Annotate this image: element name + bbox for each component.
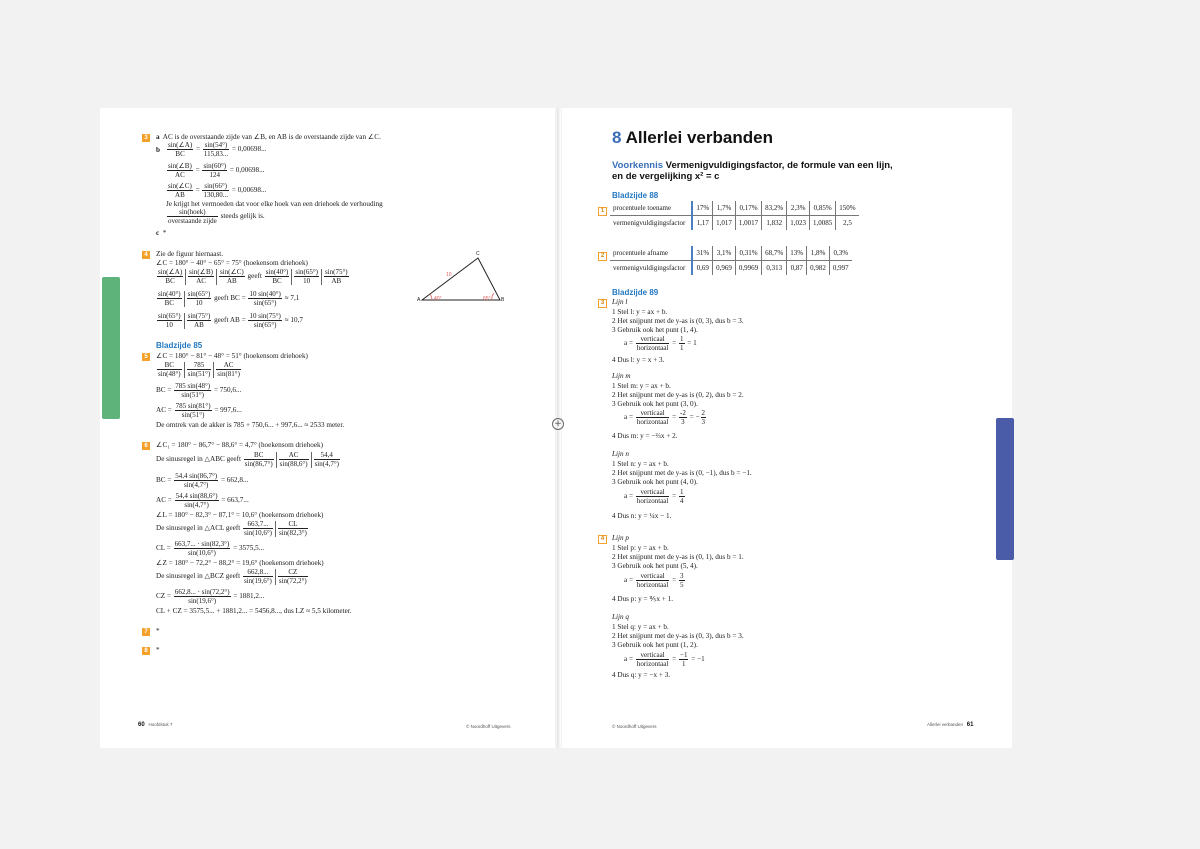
footer-publisher-right: © Noordhoff Uitgevers [612,724,657,729]
q3-a-text: AC is de overstaande zijde van ∠B, en AB is de overstaande zijde van ∠C. [162,133,381,141]
q6-ac: AC = $\frac{54,4 \sin(88,6^\circ)}{\sin(4,7^\circ)}$ = 663,7... [156,492,249,509]
table-cell: 0,3% [829,246,851,261]
table-cell: 1,7% [713,201,736,216]
right-footer [927,722,973,728]
q6-cz: CZ = $\frac{662,8... \cdot \sin(72,2^\circ)}{\sin(19,6^\circ)}$ = 1881,2... [156,588,265,605]
question-number-7: 7 [142,628,150,636]
chapter-number: 8 [612,128,622,147]
q6-sinusregel-abc: De sinusregel in △ABC geeft $\frac{BC}{\sin(86,7^\circ)}$ $\frac{AC}{\sin(88,6^\circ)}$ $\frac{54,4}{\sin(4,7^\circ)}$ [156,451,339,468]
lijn-p-step3: 3 Gebruik ook het punt (5, 4). [612,562,698,570]
lijn-p-step1: 1 Stel p: y = ax + b. [612,544,669,552]
table-cell: 0,982 [807,261,830,276]
q6-cl: CL = $\frac{663,7... \cdot \sin(82,3^\circ)}{\sin(10,6^\circ)}$ = 3575,5... [156,540,265,557]
q4-intro: Zie de figuur hiernaast. [156,250,224,258]
lijn-n-heading: Lijn n [612,450,629,458]
table-cell: 13% [787,246,807,261]
table-head: procentuele toename [610,201,692,216]
table-cell: 1,832 [762,216,787,231]
lijn-q-step1: 1 Stel q: y = ax + b. [612,623,669,631]
question-number-r1: 1 [598,207,607,216]
q3-c-line: c * [156,229,167,237]
heading-bladzijde-88: Bladzijde 88 [612,191,659,200]
footer-chapter-left: Hoofdstuk 7 [148,722,173,727]
q3-eq2: $\frac{\sin(\angle B)}{AC}$ = $\frac{\sin(60^\circ)}{124}$ = 0,00698... [168,162,265,179]
table-head: vermenigvuldigingsfactor [613,219,686,227]
q6-sinusregel-bcz: De sinusregel in △BCZ geeft $\frac{662,8...}{\sin(19,6^\circ)}$ $\frac{CZ}{\sin(72,2^\circ)}$ [156,568,307,585]
q8-text: * [156,646,160,654]
lijn-m-step3: 3 Gebruik ook het punt (3, 0). [612,400,698,408]
q3-b-label: b [156,146,160,154]
table-cell: 1,017 [713,216,736,231]
table-cell: 150% [836,201,859,216]
table-cell: 0,87 [787,261,807,276]
lijn-l-slope: a = $\frac{\text{verticaal}}{\text{horizontaal}}$ = $\frac{1}{1}$ = 1 [624,335,697,352]
table-afname [610,246,852,275]
table-cell: 68,7% [762,246,787,261]
table-cell: 2,3% [787,201,810,216]
q6-angle-c1: ∠C₁ = 180° − 86,7° − 88,6° = 4,7° (hoekensom driehoek) [156,441,324,449]
q6-total: CL + CZ = 3575,5... + 1881,2... = 5456,8..., dus LZ ≈ 5,5 kilometer. [156,607,352,615]
table-cell: 3,1% [713,246,736,261]
voorkennis-heading: Voorkennis Vermenigvuldigingsfactor, de formule van een lijn, en de vergelijking x² = c [612,160,893,182]
lijn-l-step2: 2 Het snijpunt met de y-as is (0, 3), dus b = 3. [612,317,744,325]
table-cell: 17% [692,201,712,216]
table-cell: 1,023 [787,216,810,231]
question-number-3: 3 [142,134,150,142]
footer-chapter-right: Allerlei verbanden [927,722,964,727]
lijn-n-step1: 1 Stel n: y = ax + b. [612,460,669,468]
table-cell: 31% [692,246,712,261]
lijn-q-step2: 2 Het snijpunt met de y-as is (0, 3), dus b = 3. [612,632,744,640]
lijn-m-step2: 2 Het snijpunt met de y-as is (0, 2), dus b = 2. [612,391,744,399]
table-cell: 83,2% [762,201,787,216]
lijn-q-step3: 3 Gebruik ook het punt (1, 2). [612,641,698,649]
table-cell: 0,31% [735,246,761,261]
chapter-tab-blue [996,418,1014,560]
lijn-l-step3: 3 Gebruik ook het punt (1, 4). [612,326,698,334]
table-cell: 0,313 [762,261,787,276]
lijn-l-heading: Lijn l [612,298,628,306]
vertex-label-c: C [476,251,480,257]
page-number-right: 61 [966,722,974,728]
table-row [610,261,852,276]
q5-angle-c: ∠C = 180° − 81° − 48° = 51° (hoekensom driehoek) [156,352,308,360]
table-cell: 1,0017 [735,216,761,231]
vertex-label-a: A [417,297,421,303]
question-number-8: 8 [142,647,150,655]
lijn-m-slope: a = $\frac{\text{verticaal}}{\text{horizontaal}}$ = $\frac{-2}{3}$ = − $\frac{2}{3}$ [624,409,706,426]
q6-angle-z: ∠Z = 180° − 72,2° − 88,2° = 19,6° (hoekensom driehoek) [156,559,324,567]
q3-vermoeden: Je krijgt het vermoeden dat voor elke hoek van een driehoek de verhouding [166,200,383,208]
table-cell: 2,5 [836,216,859,231]
left-footer [138,722,172,728]
table-cell: 0,969 [713,261,736,276]
q4-ratio-row3: $\frac{\sin(65^\circ)}{10}$ $\frac{\sin(75^\circ)}{AB}$ geeft AB = $\frac{10 \sin(75^\circ)}{\sin(65^\circ)}$ ≈ 10,7 [158,312,303,329]
q5-bc: BC = $\frac{785 \sin(48^\circ)}{\sin(51^\circ)}$ = 750,6... [156,382,242,399]
table-cell: 0,997 [829,261,851,276]
q4-angle-c: ∠C = 180° − 40° − 65° = 75° (hoekensom driehoek) [156,259,308,267]
table-head: vermenigvuldigingsfactor [613,264,686,272]
table-head: procentuele afname [610,246,692,261]
table-cell: 0,9969 [735,261,761,276]
lijn-n-step4: 4 Dus n: y = ¼x − 1. [612,512,672,520]
q4-ratio-row2: $\frac{\sin(40^\circ)}{BC}$ $\frac{\sin(65^\circ)}{10}$ geeft BC = $\frac{10 \sin(40^\circ)}{\sin(65^\circ)}$ ≈ 7,1 [158,290,300,307]
triangle-figure [412,248,512,310]
lijn-n-step3: 3 Gebruik ook het punt (4, 0). [612,478,698,486]
page-number-left: 60 [138,722,145,728]
chapter-title [612,128,773,148]
lijn-p-step2: 2 Het snijpunt met de y-as is (0, 1), dus b = 1. [612,553,744,561]
registration-mark-icon: + [552,418,564,430]
table-row [610,246,852,261]
question-number-5: 5 [142,353,150,361]
side-length-label: 10 [446,272,452,278]
lijn-l-step1: 1 Stel l: y = ax + b. [612,308,668,316]
footer-publisher-left: © Noordhoff Uitgevers [466,724,511,729]
question-number-r2: 2 [598,252,607,261]
chapter-tab-green [102,277,120,419]
question-number-6: 6 [142,442,150,450]
table-cell: 1,0085 [810,216,836,231]
lijn-q-slope: a = $\frac{\text{verticaal}}{\text{horizontaal}}$ = $\frac{-1}{1}$ = −1 [624,651,705,668]
heading-bladzijde-89: Bladzijde 89 [612,288,659,297]
table-cell: 0,85% [810,201,836,216]
lijn-n-step2: 2 Het snijpunt met de y-as is (0, −1), dus b = −1. [612,469,752,477]
lijn-p-slope: a = $\frac{\text{verticaal}}{\text{horizontaal}}$ = $\frac{3}{5}$ [624,572,684,589]
table-row [610,216,859,231]
q4-ratio-row1: $\frac{\sin(\angle A)}{BC}$ $\frac{\sin(\angle B)}{AC}$ $\frac{\sin(\angle C)}{AB}$ geeft $\frac{\sin(40^\circ)}{BC}$ $\frac{\sin(65^\circ)}{10}$ $\frac{\sin(75^\circ)}{AB}$ [158,268,348,285]
table-row [610,201,859,216]
table-toename [610,201,859,230]
lijn-m-heading: Lijn m [612,372,631,380]
vertex-label-b: B [501,297,505,303]
q6-sinusregel-acl: De sinusregel in △ACL geeft $\frac{663,7...}{\sin(10,6^\circ)}$ $\frac{CL}{\sin(82,3^\circ)}$ [156,520,307,537]
lijn-m-step1: 1 Stel m: y = ax + b. [612,382,671,390]
q7-text: * [156,627,160,635]
q6-angle-l: ∠L = 180° − 82,3° − 87,1° = 10,6° (hoekensom driehoek) [156,511,324,519]
heading-bladzijde-85: Bladzijde 85 [156,341,203,350]
table-cell: 0,17% [735,201,761,216]
q5-omtrek: De omtrek van de akker is 785 + 750,6... + 997,6... ≈ 2533 meter. [156,421,345,429]
table-cell: 1,8% [807,246,830,261]
lijn-p-heading: Lijn p [612,534,629,542]
q3-eq1: $\frac{\sin(\angle A)}{BC}$ = $\frac{\sin(54^\circ)}{115,83...}$ = 0,00698... [168,141,267,158]
lijn-m-step4: 4 Dus m: y = −⅔x + 2. [612,432,678,440]
question-number-r4: 4 [598,535,607,544]
q5-ratio-row: $\frac{BC}{\sin(48^\circ)}$ $\frac{785}{\sin(51^\circ)}$ $\frac{AC}{\sin(81^\circ)}$ [158,361,240,378]
table-cell: 1,17 [692,216,712,231]
q3-a-label: a [156,133,160,141]
q6-bc: BC = $\frac{54,4 \sin(86,7^\circ)}{\sin(4,7^\circ)}$ = 662,8... [156,472,249,489]
angle-a-label: 40° [434,296,442,302]
angle-b-label: 65° [483,296,491,302]
table-cell: 0,69 [692,261,712,276]
chapter-title-text: Allerlei verbanden [625,128,773,147]
lijn-q-heading: Lijn q [612,613,629,621]
q3-verhouding: $\frac{\text{sin(hoek)}}{\text{overstaande zijde}}$ steeds gelijk is. [168,208,265,225]
question-number-r3: 3 [598,299,607,308]
q3-eq3: $\frac{\sin(\angle C)}{AB}$ = $\frac{\sin(66^\circ)}{130,80...}$ = 0,00698... [168,182,267,199]
lijn-l-step4: 4 Dus l: y = x + 3. [612,356,665,364]
question-number-4: 4 [142,251,150,259]
lijn-p-step4: 4 Dus p: y = ⅗x + 1. [612,595,673,603]
q5-ac: AC = $\frac{785 \sin(81^\circ)}{\sin(51^\circ)}$ = 997,6... [156,402,242,419]
lijn-q-step4: 4 Dus q: y = −x + 3. [612,671,671,679]
lijn-n-slope: a = $\frac{\text{verticaal}}{\text{horizontaal}}$ = $\frac{1}{4}$ [624,488,684,505]
